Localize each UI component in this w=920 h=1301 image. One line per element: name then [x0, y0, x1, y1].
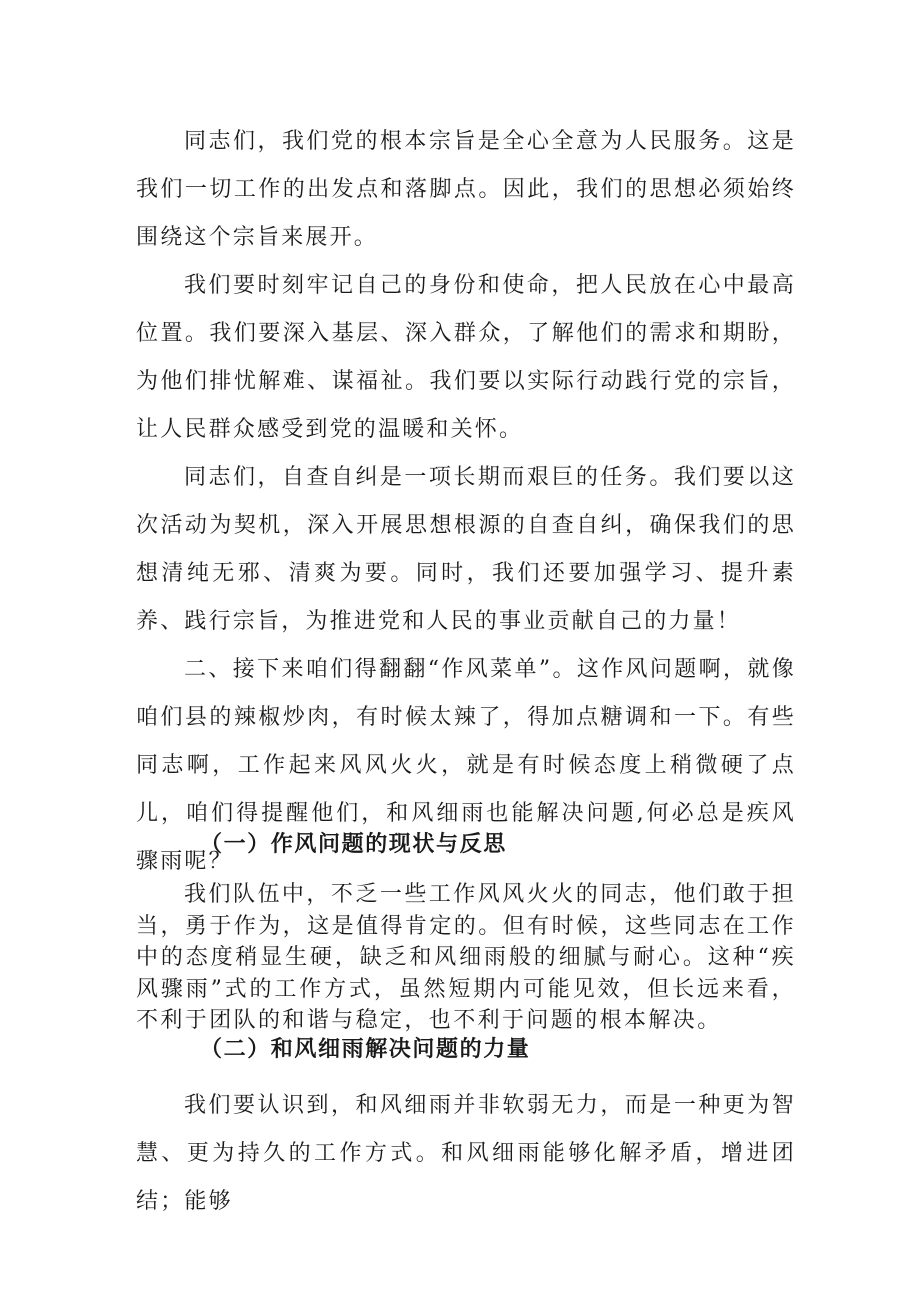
paragraph-team-style: 我们队伍中，不乏一些工作风风火火的同志，他们敢于担当，勇于作为，这是值得肯定的。但有时候，这些同志在工作中的态度稍显生硬，缺乏和风细雨般的细腻与耐心。这种“疾风骤雨”式的工作方式，虽然短期内可能见效，但长远来看，不利于团队的和谐与稳定，也不利于问题的根本解决。: [136, 882, 796, 1033]
paragraph-purpose: 同志们，我们党的根本宗旨是全心全意为人民服务。这是我们一切工作的出发点和落脚点。因此，我们的思想必须始终围绕这个宗旨来展开。: [136, 129, 796, 250]
paragraph-self-inspection: 同志们，自查自纠是一项长期而艰巨的任务。我们要以这次活动为契机，深入开展思想根源的自查自纠，确保我们的思想清纯无邪、清爽为要。同时，我们还要加强学习、提升素养、践行宗旨，为推进党和人民的事业贡献自己的力量！: [136, 465, 796, 634]
paragraph-mission: 我们要时刻牢记自己的身份和使命，把人民放在心中最高位置。我们要深入基层、深入群众，了解他们的需求和期盼，为他们排忧解难、谋福祉。我们要以实际行动践行党的宗旨，让人民群众感受到党的温暖和关怀。: [136, 273, 796, 442]
paragraph-gentle-approach: 我们要认识到，和风细雨并非软弱无力，而是一种更为智慧、更为持久的工作方式。和风细雨能够化解矛盾，增进团结；能够: [136, 1093, 796, 1214]
section-heading-status-reflection: （一）作风问题的现状与反思: [200, 831, 507, 857]
section-heading-gentle-power: （二）和风细雨解决问题的力量: [200, 1036, 531, 1062]
paragraph-work-style-menu: 二、接下来咱们得翻翻“作风菜单”。这作风问题啊，就像咱们县的辣椒炒肉，有时候太辣了，得加点糖调和一下。有些同志啊，工作起来风风火火，就是有时候态度上稍微硬了点儿，咱们得提醒他们，和风细雨也能解决问题,何必总是疾风骤雨呢？: [136, 657, 796, 874]
